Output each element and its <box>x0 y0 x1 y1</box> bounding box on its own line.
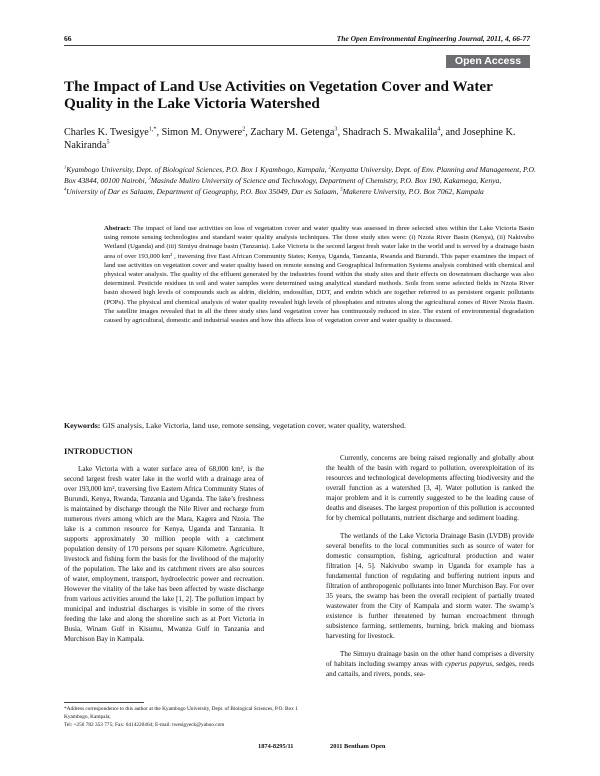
species-name: cyperus papyrus <box>444 660 493 668</box>
affil-sup: 2 <box>328 164 331 170</box>
author-sup: 1,* <box>148 126 157 133</box>
page-number: 66 <box>64 34 72 43</box>
author-sup: 3 <box>334 126 338 133</box>
keywords-label: Keywords: <box>64 421 101 430</box>
affiliation: Kyambogo University, Dept. of Biological Sciences, P.O. Box 1 Kyambogo, Kampala, <box>66 165 329 174</box>
header-rule <box>64 45 530 46</box>
keywords-text: GIS analysis, Lake Victoria, land use, remote sensing, vegetation cover, water quality, watershed. <box>100 421 406 430</box>
author-name: Simon M. Onywere <box>161 127 243 138</box>
publisher: 2011 Bentham Open <box>330 743 386 750</box>
body-paragraph: Lake Victoria with a water surface area of 68,000 km², is the second largest fresh water lake in the world with a drainage area of over 193,000 km², traversing five Eastern Africa Community States of Burundi, Kenya, Rwanda, Tanzania and Uganda. The lake’s freshness is maintained by discharge through the Nile River and recharge from numerous rivers among which are the Mara, Kagera and Nzoia. The lake is a common resource for Kenya, Uganda and Tanzania. It supports approximately 30 million people with a catchment population density of 170 persons per square Kilometre. Agriculture, livestock and fishing form the basis for the livelihood of the majority of the population. The lake and its catchment rivers are also sources of water, employment, transport, hydroelectric power and recreation. However the vitality of the lake has been affected by waste discharge from various activities around the lake [1, 2]. The pollution impact by municipal and industrial discharges is visible in some of the rivers feeding the lake and along the shoreline such as at Port Victoria in Busia, Winam Gulf in Kisumu, Mwanza Gulf in Tanzania and Murchison Bay in Kampala. <box>64 465 264 643</box>
author-sup: 2 <box>242 126 246 133</box>
author-sup: 4 <box>437 126 441 133</box>
body-paragraph <box>326 649 534 679</box>
author-name: Zachary M. Getenga <box>250 127 335 138</box>
affil-sup: 3 <box>148 175 151 181</box>
issn: 1874-8295/11 <box>258 743 294 750</box>
footnote-line: Tel: +256 782 353 775; Fax: 0414220464; E-mail: twesigyeck@yahoo.com <box>64 722 225 728</box>
left-column <box>64 446 264 652</box>
affil-sup: 1 <box>64 164 67 170</box>
section-heading: INTRODUCTION <box>64 446 133 456</box>
author-name: Charles K. Twesigye <box>64 127 149 138</box>
abstract-text: The impact of land use activities on loss of vegetation cover and water quality was assessed in three selected sites within the Lake Victoria Basin using remote sensing technologies and standard water quality analysis techniques. The three study sites were: (i) Nzoia River Basin (Kenya), (ii) Nakivubo Wetland (Uganda) and (iii) Simiyu drainage basin (Tanzania). Lake Victoria is the second largest fresh water lake in the world and is served by a drainage basin area of over 193,000 km² , traversing five East African Community States; Kenya, Uganda, Tanzania, Rwanda and Burundi. This paper examines the impact of land use activities on vegetation cover and water quality based on remote sensing and Geographical Information Systems analysis combined with chemical and physical water analysis. The quality of the effluent generated by the industries found within the study sites and their effects on downstream discharge was also determined. Pesticide residues in soil and water samples were determined using analytical standard methods. Soils from some selected fields in Nzoia River basin showed high levels of compounds such as aldrin, dieldrin, endosulfan, DDT, and endrin which are together referred to as persistent organic pollutants (POPs). The physical and chemical analysis of water quality revealed high levels of phosphates and nitrates along the agricultural zones of River Nzoia Basin. The satellite images revealed that in all the three study sites land vegetation cover has continuously reduced in size. The extent of environmental degradation caused by agricultural, domestic and industrial wastes and how this affects loss of vegetation cover and water quality is discussed. <box>104 225 534 325</box>
author-list: Charles K. Twesigye$^{1,*}$, Simon M. Onywere$^2$, Zachary M. Getenga$^3$, Shadrach S. Mwakalila$^4$, and Josephine K. Nakiranda$^5$ <box>64 126 516 151</box>
footnote-line: *Address correspondence to this author at the Kyambogo University, Dept. of Biological Sciences, P.O. Box 1 Kyambogo, Kampala; <box>64 706 298 720</box>
affiliation: Makerere University, P.O. Box 7062, Kampala <box>342 187 484 196</box>
keywords <box>64 421 536 431</box>
author-name: Josephine K. Nakiranda <box>64 127 516 151</box>
article-title: The Impact of Land Use Activities on Vegetation Cover and Water Quality in the Lake Victoria Watershed <box>64 78 493 112</box>
abstract <box>104 224 534 325</box>
body-paragraph: Currently, concerns are being raised regionally and globally about the health of the basin with regard to pollution, overexploitation of its resources and technological developments affecting biodiversity and the overall function as a watershed [3, 4]. Water pollution is ranked the major problem and it is currently suggested to be the leading cause of deaths and diseases. The largest proportion of this pollution is accounted for by chemical pollutants, nutrient discharge and sediment loading. <box>326 454 534 522</box>
body-text: , sedges, reeds and cattails, and rivers, ponds, sea- <box>326 660 534 678</box>
affiliation: Kenyatta University, Dept. of Env. Planning and Management, P.O. Box 43844, 00100 Nairobi, <box>64 165 536 185</box>
author-joiner: and <box>445 127 461 138</box>
affiliations <box>64 164 536 197</box>
correspondence-footnote <box>64 705 314 729</box>
footnote-rule <box>64 702 144 703</box>
journal-citation: The Open Environmental Engineering Journal, 2011, 4, 66-77 <box>336 34 530 43</box>
author-name: Shadrach S. Mwakalila <box>342 127 438 138</box>
abstract-label: Abstract: <box>104 225 132 232</box>
right-column <box>326 453 534 687</box>
author-sup: 5 <box>106 139 110 146</box>
affiliation: University of Dar es Salaam, Department of Geography, P.O. Box 35049, Dar es Salaam, <box>66 187 341 196</box>
open-access-badge: Open Access <box>446 55 530 68</box>
affil-sup: 4 <box>64 186 67 192</box>
affiliation: Masinde Muliro University of Science and Technology, Department of Chemistry, P.O. Box 190, Kakamega, Kenya, <box>150 176 502 185</box>
body-paragraph: The wetlands of the Lake Victoria Drainage Basin (LVDB) provide several benefits to the local communities such as source of water for domestic consumption, fishing, agricultural production and water filtration [4, 5]. Nakivubo swamp in Uganda for example has a fundamental function of regulating and buffering nutrient inputs and filtration of anthropogenic pollutants into Inner Murchison Bay. For over 35 years, the swamp has been the overall recipient of partially treated wastewater from the City of Kampala and storm water. The swamp’s existence is further threatened by human encroachment through subsistence farming, settlements, burning, brick making and biomass harvesting for livestock. <box>326 532 534 640</box>
affil-sup: 5 <box>340 186 343 192</box>
body-text: The Simuyu drainage basin on the other hand comprises a diversity of habitats including swampy areas with <box>326 650 534 668</box>
